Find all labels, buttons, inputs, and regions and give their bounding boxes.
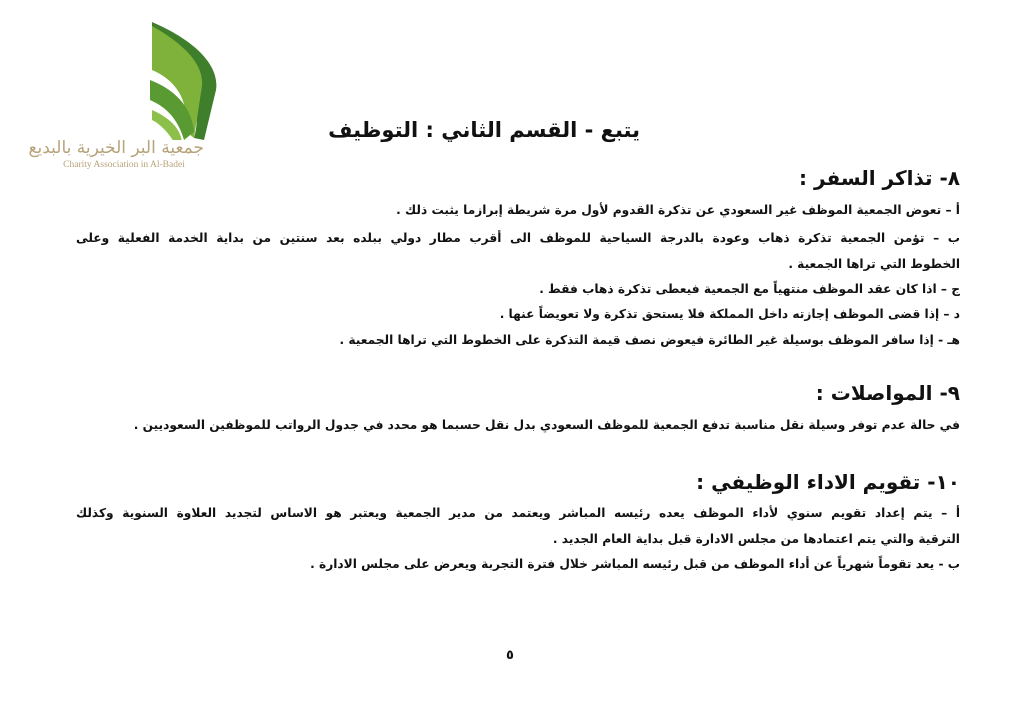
logo-name-arabic: جمعية البر الخيرية بالبديع xyxy=(28,138,204,158)
section-line: ب - يعد تقوماً شهرياً عن أداء الموظف من قبل رئيسه المباشر خلال فترة التجربة ويعرض على مجلس الادارة . xyxy=(310,557,960,571)
section-line: ب – تؤمن الجمعية تذكرة ذهاب وعودة بالدرجة السياحية للموظف الى أقرب مطار دولي ببلده بعد سنتين من بداية الخدمة الفعلية وعلى xyxy=(76,231,960,245)
section-line: الترقية والتي يتم اعتمادها من مجلس الادارة قبل بداية العام الجديد . xyxy=(552,532,960,546)
section-line: هـ - إذا سافر الموظف بوسيلة غير الطائرة فيعوض نصف قيمة التذكرة على الخطوط التي تراها الجمعية . xyxy=(339,333,960,347)
logo-name-english: Charity Association in Al-Badei xyxy=(63,160,185,170)
section-line: ج – اذا كان عقد الموظف منتهياً مع الجمعية فيعطى تذكرة ذهاب فقط . xyxy=(539,282,960,296)
charity-logo xyxy=(28,20,224,170)
section-line: أ – يتم إعداد تقويم سنوي لأداء الموظف يعده رئيسه المباشر ويعتمد من مدير الجمعية ويعتبر هو الاساس لتجديد العلاوة السنوية وكذلك xyxy=(76,506,960,520)
section-line: أ – تعوض الجمعية الموظف غير السعودي عن تذكرة القدوم لأول مرة شريطة إبرازما يثبت ذلك . xyxy=(396,203,960,217)
leaf-emblem-icon xyxy=(44,20,224,140)
page-title: يتبع - القسم الثاني : التوظيف xyxy=(328,118,640,142)
page-number: ٥ xyxy=(506,648,514,663)
section-line: في حالة عدم توفر وسيلة نقل مناسبة تدفع الجمعية للموظف السعودي بدل نقل حسبما هو محدد في جدول الرواتب للموظفين السعوديين . xyxy=(133,418,960,432)
section-heading-travel-tickets: ٨- تذاكر السفر : xyxy=(799,166,960,190)
section-heading-performance-evaluation: ١٠- تقويم الاداء الوظيفي : xyxy=(696,470,960,494)
section-line: د – إذا قضى الموظف إجازته داخل المملكة فلا يستحق تذكرة ولا تعويضاً عنها . xyxy=(499,307,960,321)
section-heading-transportation: ٩- المواصلات : xyxy=(815,381,960,405)
section-line: الخطوط التي تراها الجمعية . xyxy=(788,257,960,271)
